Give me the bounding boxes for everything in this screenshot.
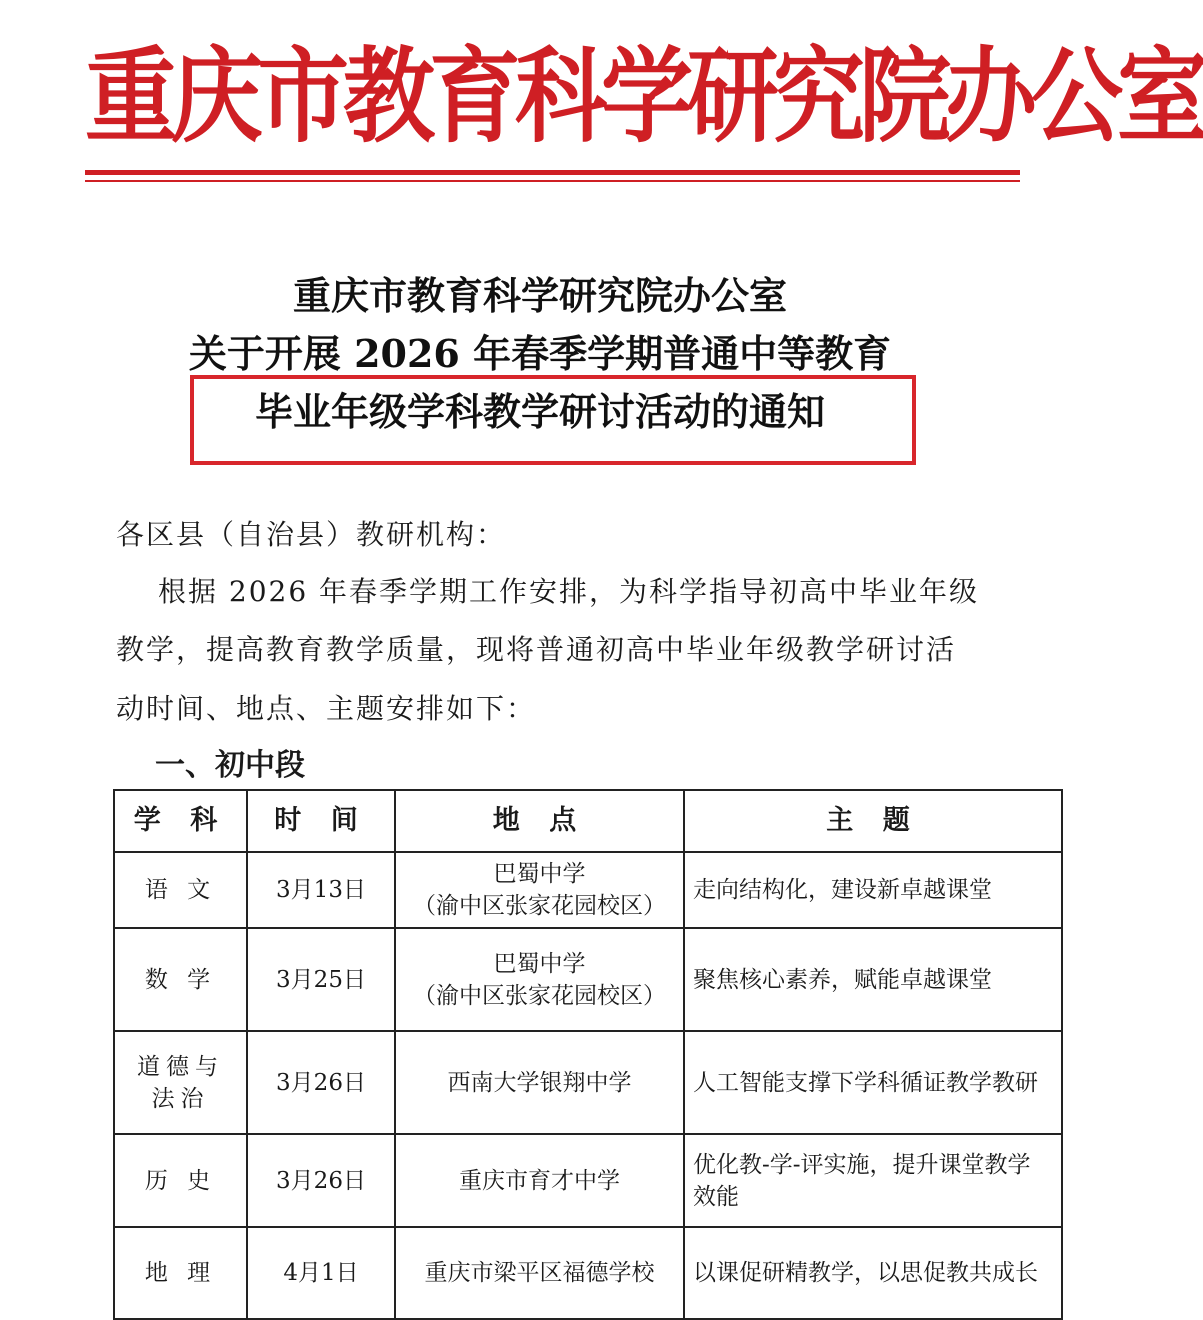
cell-theme: 以课促研精教学，以思促教共成长 [684,1227,1062,1319]
letterhead-title: 重庆市教育科学研究院办公室 [85,35,1203,157]
cell-subject: 地 理 [114,1227,247,1319]
cell-place-line-1: 重庆市育才中学 [459,1167,620,1194]
section-heading: 一、初中段 [155,748,305,783]
cell-theme: 优化教-学-评实施，提升课堂教学效能 [684,1134,1062,1227]
cell-place [395,1031,684,1134]
body-paragraph-line-3: 动时间、地点、主题安排如下： [116,692,537,725]
header-theme: 主 题 [684,790,1062,852]
cell-place-line-2: （渝中区张家花园校区） [413,893,666,919]
cell-theme: 走向结构化，建设新卓越课堂 [684,852,1062,928]
header-date: 时 间 [247,790,395,852]
table-header-row [114,790,1062,852]
letterhead-rule-thick [85,170,1020,175]
cell-date: 4月1日 [247,1227,395,1319]
cell-place-line-1: 重庆市梁平区福德学校 [424,1260,655,1286]
cell-place [395,1227,684,1319]
body-paragraph-line-1: 根据 2026 年春季学期工作安排，为科学指导初高中毕业年级 [158,575,980,608]
table-row [114,852,1062,928]
header-subject: 学 科 [114,790,247,852]
cell-subject: 语 文 [114,852,247,928]
cell-date: 3月25日 [247,928,395,1031]
cell-date: 3月26日 [247,1134,395,1227]
cell-place [395,928,684,1031]
schedule-table [113,789,1063,1320]
cell-place-line-1: 巴蜀中学 [493,950,586,977]
cell-place-line-1: 巴蜀中学 [493,861,586,887]
header-place: 地 点 [395,790,684,852]
cell-date: 3月26日 [247,1031,395,1134]
notice-title-line-3: 毕业年级学科教学研讨活动的通知 [254,389,825,434]
table-row [114,1134,1062,1227]
salutation: 各区县（自治县）教研机构： [116,518,507,551]
cell-place-line-2: （渝中区张家花园校区） [413,982,666,1009]
cell-subject: 历 史 [114,1134,247,1227]
table-row [114,1031,1062,1134]
table-row [114,928,1062,1031]
cell-theme: 聚焦核心素养，赋能卓越课堂 [684,928,1062,1031]
cell-date: 3月13日 [247,852,395,928]
cell-subject: 道德与法治 [114,1031,247,1134]
body-paragraph-line-2: 教学，提高教育教学质量，现将普通初高中毕业年级教学研讨活 [116,633,957,666]
notice-title-line-1: 重庆市教育科学研究院办公室 [292,273,787,318]
letterhead-rule-thin [85,180,1020,182]
cell-place-line-1: 西南大学银翔中学 [447,1069,632,1096]
table-row [114,1227,1062,1319]
cell-subject: 数 学 [114,928,247,1031]
cell-place [395,852,684,928]
cell-place [395,1134,684,1227]
cell-theme: 人工智能支撑下学科循证教学教研 [684,1031,1062,1134]
notice-title-line-2: 关于开展 2026 年春季学期普通中等教育 [188,331,892,376]
